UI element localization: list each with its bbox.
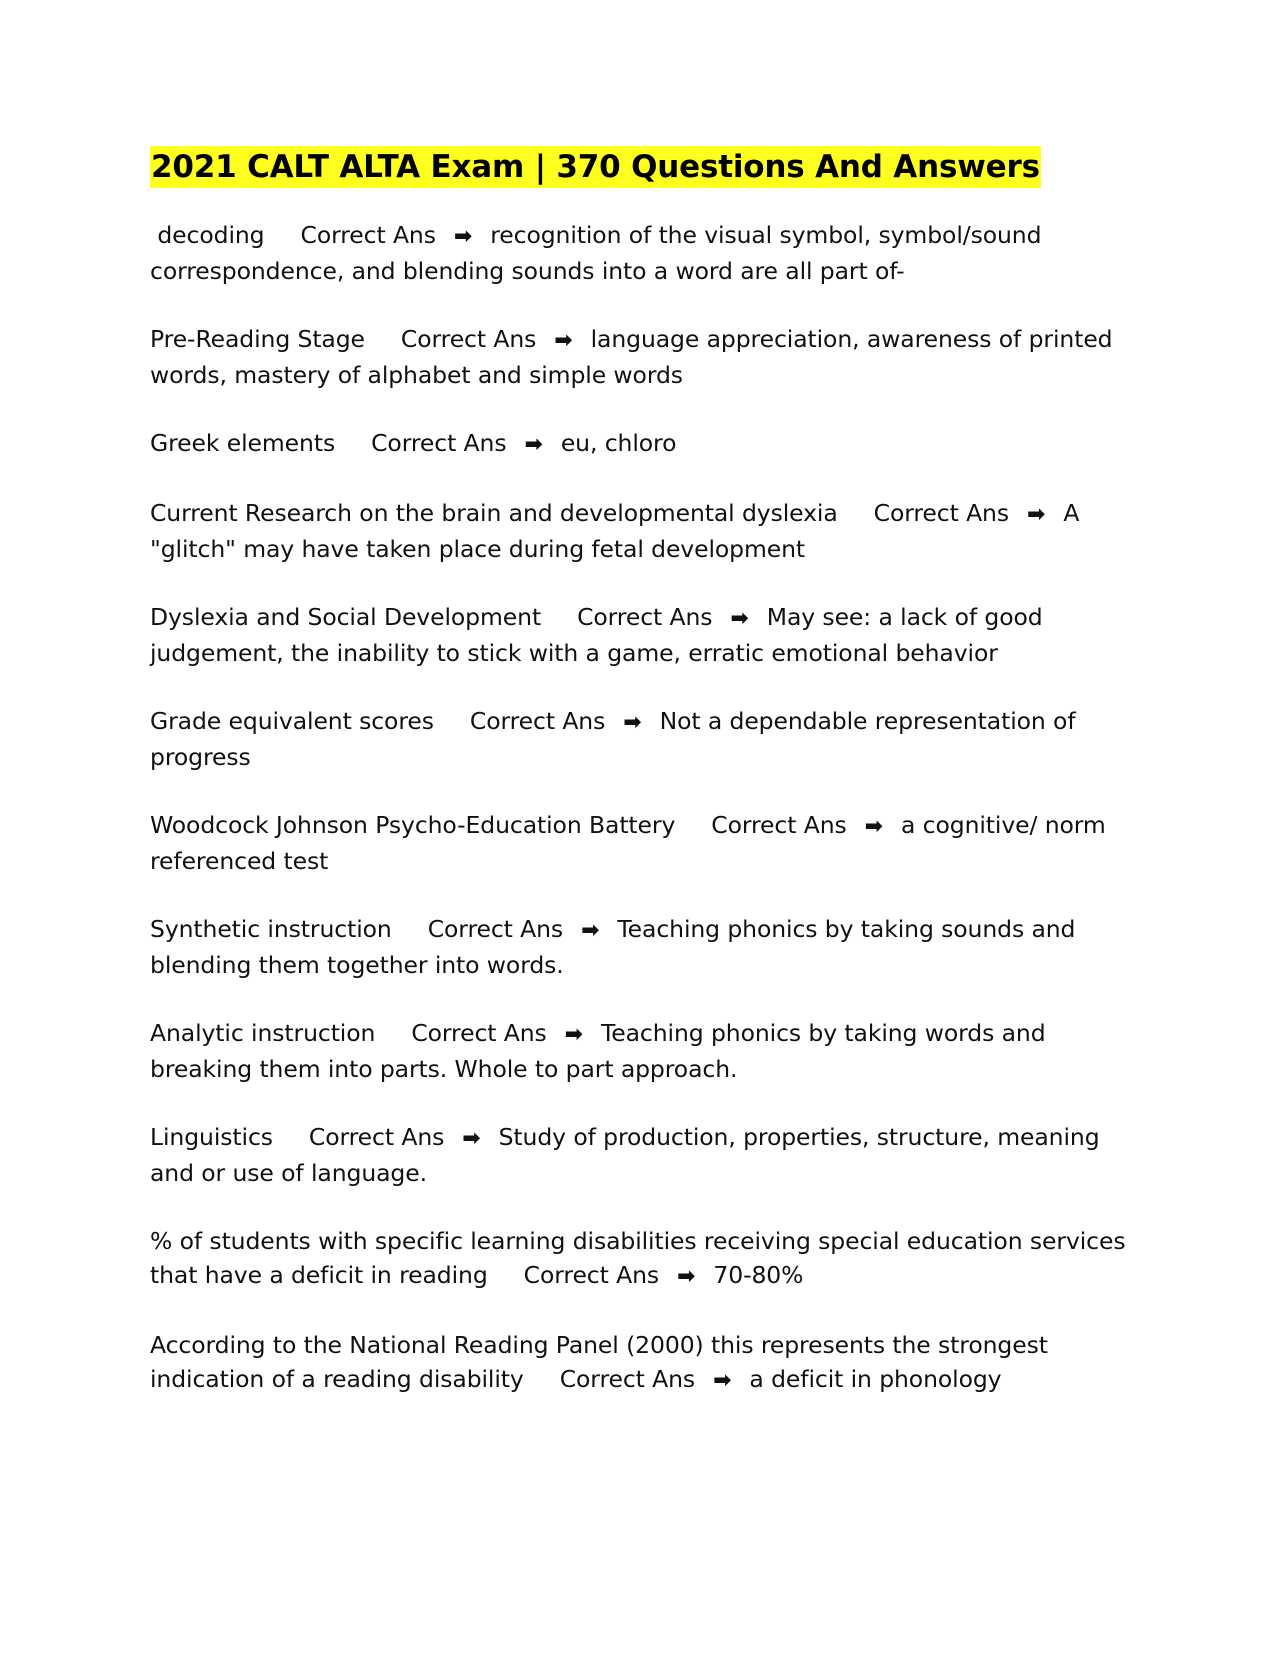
arrow-right-icon: ➡ xyxy=(462,1126,481,1151)
qa-list xyxy=(150,218,1140,1398)
qa-answer: May see: a lack of good judgement, the inability to stick with a game, erratic emotional behavior xyxy=(150,603,1043,667)
arrow-right-icon: ➡ xyxy=(564,1022,584,1047)
answer-label: Correct Ans xyxy=(300,221,436,249)
document-title: 2021 CALT ALTA Exam | 370 Questions And Answers xyxy=(150,146,1041,188)
qa-term: decoding xyxy=(150,221,265,249)
qa-term: Linguistics xyxy=(150,1123,273,1151)
answer-label: Correct Ans xyxy=(559,1365,696,1393)
arrow-right-icon: ➡ xyxy=(554,328,573,353)
answer-label: Correct Ans xyxy=(523,1261,660,1289)
qa-term: Grade equivalent scores xyxy=(150,707,434,735)
qa-answer: recognition of the visual symbol, symbol/sound correspondence, and blending sounds into a word are all part of- xyxy=(150,221,1042,285)
qa-answer: language appreciation, awareness of printed words, mastery of alphabet and simple words xyxy=(150,325,1113,389)
qa-item xyxy=(150,426,1140,462)
answer-label: Correct Ans xyxy=(711,811,847,839)
qa-term: Dyslexia and Social Development xyxy=(150,603,542,631)
qa-answer: a deficit in phonology xyxy=(749,1365,1002,1393)
qa-term: Analytic instruction xyxy=(150,1019,376,1047)
arrow-right-icon: ➡ xyxy=(524,432,543,457)
qa-item xyxy=(150,1328,1140,1398)
qa-item xyxy=(150,218,1140,288)
document-page xyxy=(150,146,1140,1432)
qa-term: Greek elements xyxy=(150,429,336,457)
qa-term: Synthetic instruction xyxy=(150,915,392,943)
arrow-right-icon: ➡ xyxy=(730,606,749,631)
qa-answer: A "glitch" may have taken place during fetal development xyxy=(150,499,1080,563)
arrow-right-icon: ➡ xyxy=(623,710,642,735)
answer-label: Correct Ans xyxy=(577,603,713,631)
qa-term: Pre-Reading Stage xyxy=(150,325,365,353)
answer-label: Correct Ans xyxy=(469,707,606,735)
qa-answer: Study of production, properties, structure, meaning and or use of language. xyxy=(150,1123,1100,1187)
arrow-right-icon: ➡ xyxy=(1027,502,1046,527)
qa-term: According to the National Reading Panel (2000) this represents the strongest indication of a reading disability xyxy=(150,1331,1048,1393)
answer-label: Correct Ans xyxy=(308,1123,445,1151)
qa-item xyxy=(150,1120,1140,1190)
qa-answer: a cognitive/ norm referenced test xyxy=(150,811,1106,875)
answer-label: Correct Ans xyxy=(371,429,507,457)
qa-item xyxy=(150,496,1140,566)
arrow-right-icon: ➡ xyxy=(864,814,883,839)
qa-item xyxy=(150,704,1140,774)
qa-item xyxy=(150,600,1140,670)
qa-answer: Teaching phonics by taking words and breaking them into parts. Whole to part approach. xyxy=(150,1019,1046,1083)
qa-item xyxy=(150,808,1140,878)
qa-item xyxy=(150,1224,1140,1294)
arrow-right-icon: ➡ xyxy=(581,918,600,943)
qa-item xyxy=(150,912,1140,982)
qa-item xyxy=(150,322,1140,392)
arrow-right-icon: ➡ xyxy=(713,1368,732,1393)
qa-item xyxy=(150,1016,1140,1086)
answer-label: Correct Ans xyxy=(873,499,1009,527)
qa-term: Current Research on the brain and developmental dyslexia xyxy=(150,499,838,527)
qa-answer: Teaching phonics by taking sounds and blending them together into words. xyxy=(150,915,1076,979)
answer-label: Correct Ans xyxy=(400,325,537,353)
qa-answer: Not a dependable representation of progress xyxy=(150,707,1076,771)
qa-term: Woodcock Johnson Psycho-Education Battery xyxy=(150,811,676,839)
qa-term: % of students with specific learning disabilities receiving special education services that have a deficit in reading xyxy=(150,1227,1126,1289)
qa-answer: 70-80% xyxy=(713,1261,804,1289)
answer-label: Correct Ans xyxy=(427,915,564,943)
arrow-right-icon: ➡ xyxy=(453,224,473,249)
answer-label: Correct Ans xyxy=(411,1019,547,1047)
qa-answer: eu, chloro xyxy=(560,429,677,457)
arrow-right-icon: ➡ xyxy=(677,1264,696,1289)
